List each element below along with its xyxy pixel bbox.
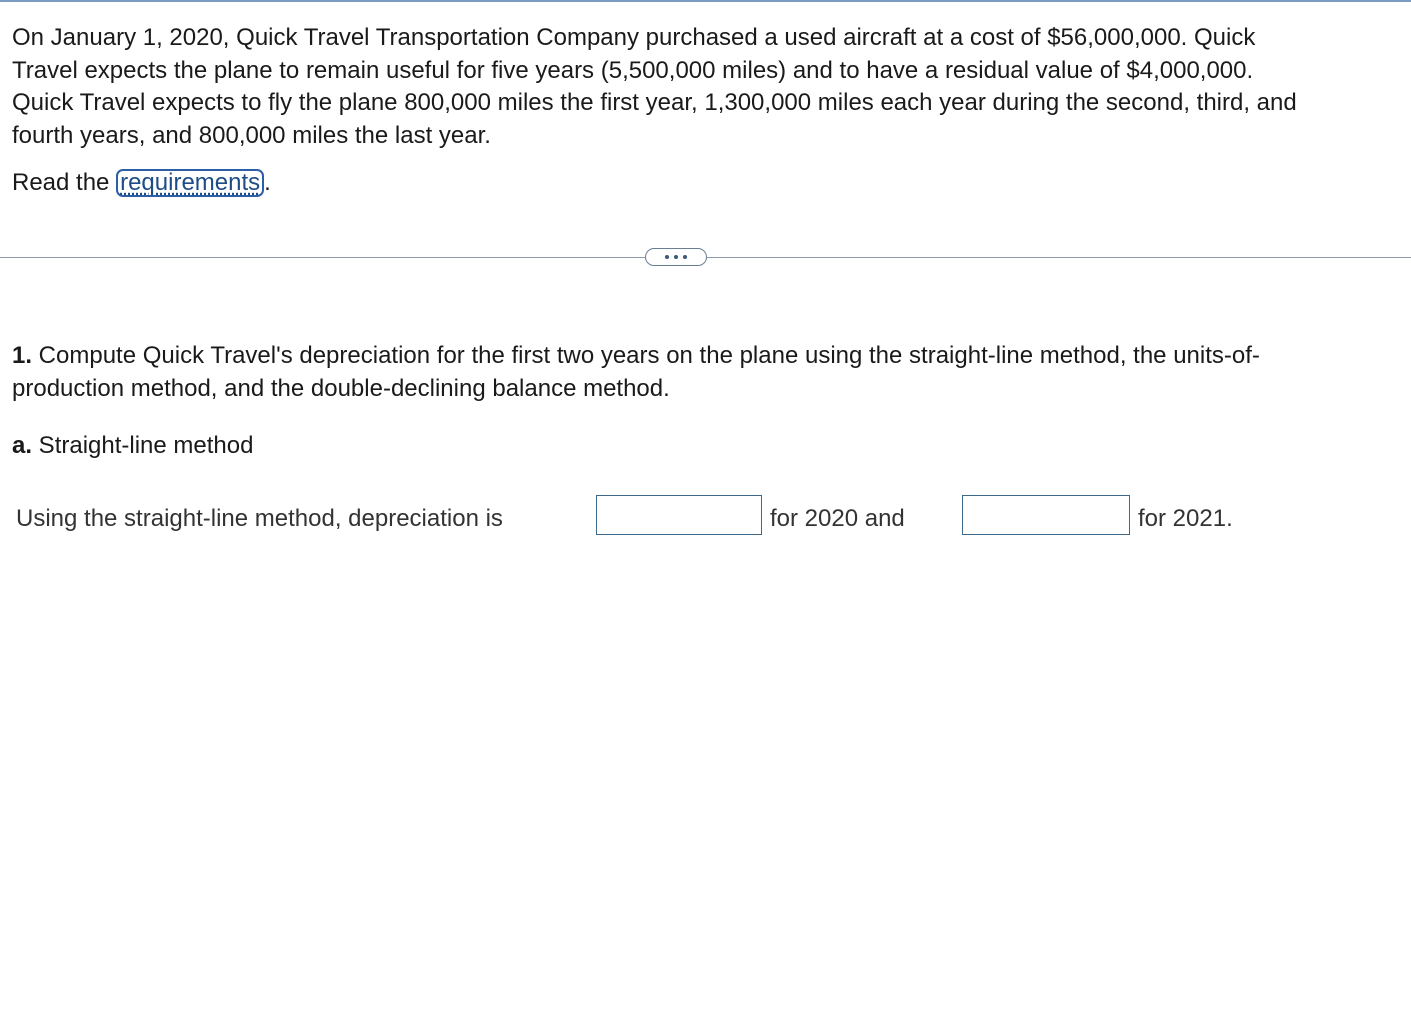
ellipsis-dot bbox=[683, 255, 687, 259]
answer-suffix-label: for 2021. bbox=[1138, 505, 1233, 532]
top-border bbox=[0, 0, 1411, 2]
part-a-letter: a. bbox=[12, 432, 33, 459]
read-suffix: . bbox=[264, 169, 271, 196]
question-number: 1. bbox=[12, 342, 33, 369]
read-requirements-line bbox=[12, 166, 271, 200]
answer-mid-label: for 2020 and bbox=[770, 505, 905, 532]
question-text: Compute Quick Travel's depreciation for the first two years on the plane using the straight-line method, the units-of-production method, and the double-declining balance method. bbox=[12, 342, 1260, 402]
read-prefix: Read the bbox=[12, 169, 117, 196]
expand-more-button[interactable] bbox=[645, 248, 707, 266]
question-1 bbox=[12, 340, 1312, 405]
requirements-link[interactable]: requirements bbox=[116, 169, 264, 197]
depreciation-2021-input[interactable] bbox=[962, 495, 1130, 535]
answer-prefix-label: Using the straight-line method, depreciation is bbox=[16, 505, 503, 532]
depreciation-2020-input[interactable] bbox=[596, 495, 762, 535]
ellipsis-icon bbox=[665, 255, 669, 259]
part-a-title: Straight-line method bbox=[32, 432, 254, 459]
ellipsis-dot bbox=[674, 255, 678, 259]
part-a-heading bbox=[12, 430, 253, 462]
problem-statement: On January 1, 2020, Quick Travel Transportation Company purchased a used aircraft at a cost of $56,000,000. Quick Travel expects the plane to remain useful for five years (5,500,000 miles) and to have a residual value of $4,000,000. Quick Travel expects to fly the plane 800,000 miles the first year, 1,300,000 miles each year during the second, third, and fourth years, and 800,000 miles the last year. bbox=[12, 24, 1297, 149]
